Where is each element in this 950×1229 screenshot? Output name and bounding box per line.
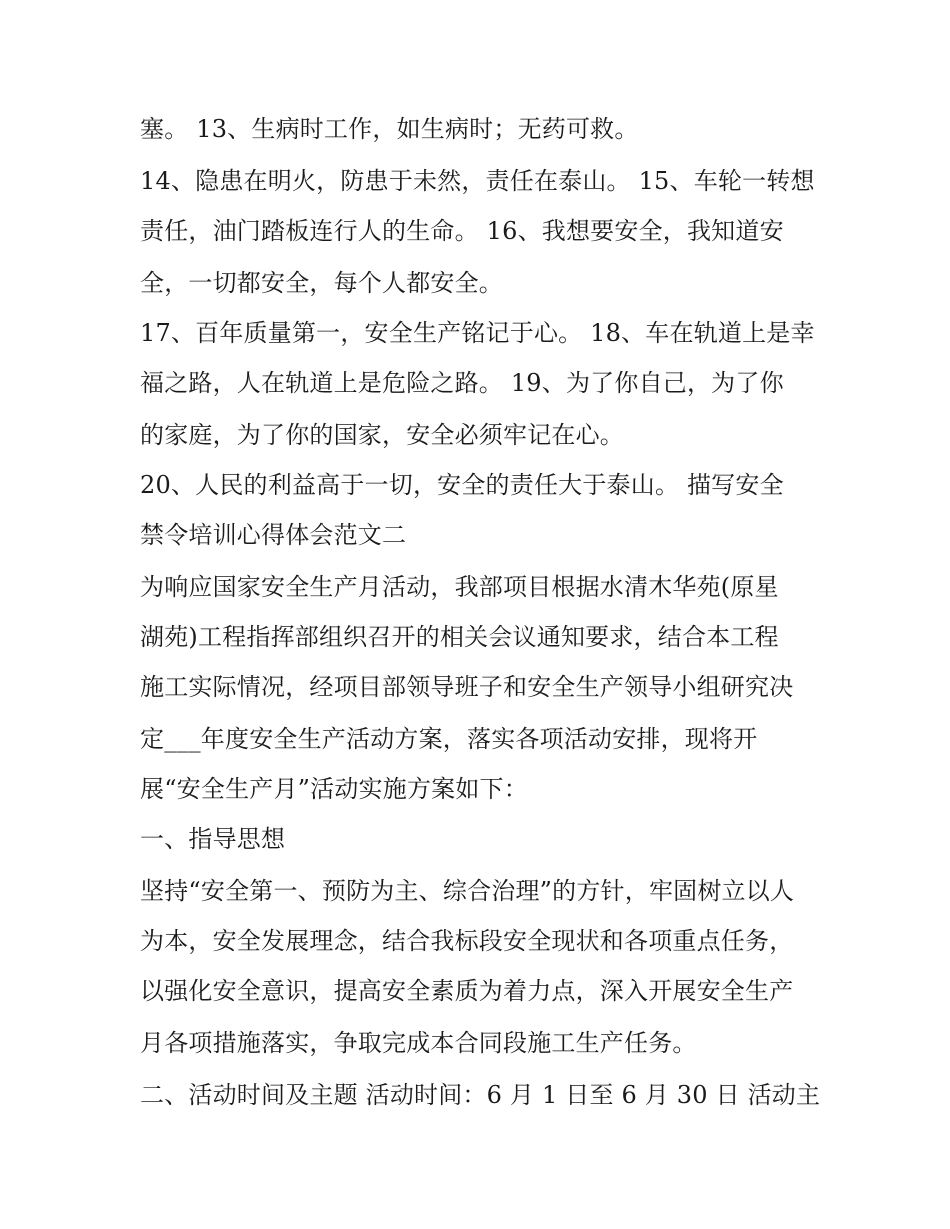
text-line: 禁令培训心得体会范文二 bbox=[140, 521, 407, 549]
text-line: 为响应国家安全生产月活动，我部项目根据水清木华苑(原星 bbox=[140, 573, 779, 601]
text-line: 月各项措施落实，争取完成本合同段施工生产任务。 bbox=[140, 1029, 697, 1057]
text-line: 定___年度安全生产活动方案，落实各项活动安排，现将开 bbox=[140, 725, 758, 753]
text-line: 为本，安全发展理念，结合我标段安全现状和各项重点任务， bbox=[140, 927, 794, 955]
section-heading: 一、指导思想 bbox=[140, 825, 286, 853]
text-line: 20、人民的利益高于一切，安全的责任大于泰山。 描写安全 bbox=[140, 471, 784, 499]
text-line: 17、百年质量第一，安全生产铭记于心。 18、车在轨道上是幸 bbox=[140, 319, 815, 347]
text-line: 以强化安全意识，提高安全素质为着力点，深入开展安全生产 bbox=[140, 977, 794, 1005]
text-line: 展“安全生产月”活动实施方案如下： bbox=[140, 775, 528, 803]
text-line: 湖苑)工程指挥部组织召开的相关会议通知要求，结合本工程 bbox=[140, 623, 779, 651]
text-line: 施工实际情况，经项目部领导班子和安全生产领导小组研究决 bbox=[140, 673, 794, 701]
text-line: 坚持“安全第一、预防为主、综合治理”的方针，牢固树立以人 bbox=[140, 877, 795, 905]
section-heading: 二、活动时间及主题 活动时间：6 月 1 日至 6 月 30 日 活动主 bbox=[140, 1081, 821, 1109]
text-line: 14、隐患在明火，防患于未然，责任在泰山。 15、车轮一转想 bbox=[140, 167, 815, 195]
text-line: 塞。 13、生病时工作，如生病时；无药可救。 bbox=[140, 115, 639, 143]
text-line: 全，一切都安全，每个人都安全。 bbox=[140, 269, 503, 297]
text-line: 责任，油门踏板连行人的生命。 16、我想要安全，我知道安 bbox=[140, 217, 784, 245]
text-line: 的家庭，为了你的国家，安全必须牢记在心。 bbox=[140, 421, 624, 449]
text-line: 福之路，人在轨道上是危险之路。 19、为了你自己，为了你 bbox=[140, 369, 784, 397]
